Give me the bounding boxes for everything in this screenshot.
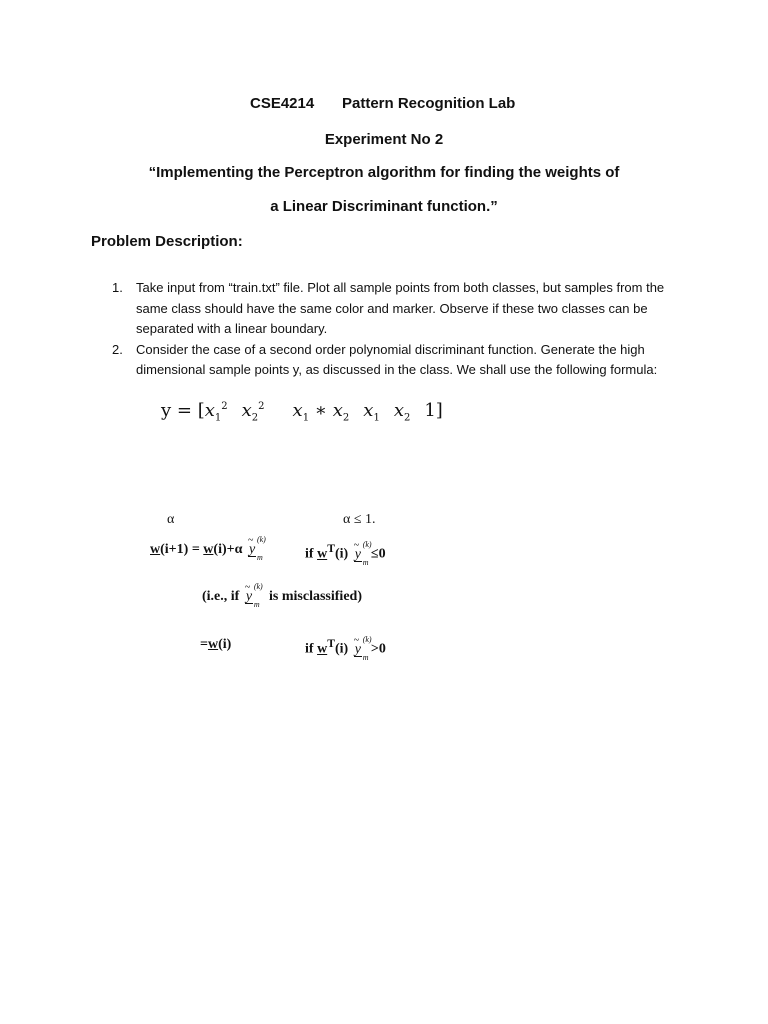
y-tilde-symbol: ~ y (k) m (353, 634, 372, 662)
course-code: CSE4214 (250, 95, 315, 112)
alpha-constraint: α ≤ 1. (343, 512, 376, 527)
title-line-2: a Linear Discriminant function.” (270, 198, 498, 215)
y-tilde-symbol: ~ y (k) m (247, 535, 266, 562)
update-rule-line-2: =w(i) (200, 637, 232, 652)
list-item (112, 340, 672, 381)
misclassified-note: (i.e., if ~ y (k) m is misclassified) (202, 582, 362, 609)
experiment-number: Experiment No 2 (324, 131, 444, 148)
alpha-label: α (167, 512, 175, 527)
task-number: 1. (112, 280, 123, 295)
y-tilde-symbol: ~ y (k) m (353, 539, 372, 567)
update-rule-line-1: w(i+1) = w(i)+α ~ y (k) m (150, 535, 266, 562)
task-number: 2. (112, 341, 123, 357)
y-tilde-symbol: ~ y (k) m (244, 582, 263, 609)
task-text: Consider the case of a second order polynomial discriminant function. Generate the high dimensional sample points y, as discussed in the class. We shall use the following formula: (136, 341, 658, 377)
task-text: Take input from “train.txt” file. Plot all sample points from both classes, but samples from the same class should have the same color and marker. Observe if these two classes can be separated with a linear boundary. (136, 280, 665, 336)
list-item (112, 278, 672, 340)
update-condition-2: if $w^T(i)$ ~ y (k) m >0 (305, 634, 386, 662)
update-condition-1: if $w^T(i)$ ~ y (k) m ≤0 (305, 539, 386, 567)
course-name: Pattern Recognition Lab (342, 95, 516, 112)
title-line-1: “Implementing the Perceptron algorithm for finding the weights of (148, 164, 620, 181)
task-list (112, 278, 672, 381)
feature-formula: $y = [x_1^2$ $x_2^2$ $x_1$ ∗ $x_2$ $x_1$ $x_2$ 1] (161, 400, 443, 424)
problem-heading: Problem Description: (91, 233, 243, 250)
